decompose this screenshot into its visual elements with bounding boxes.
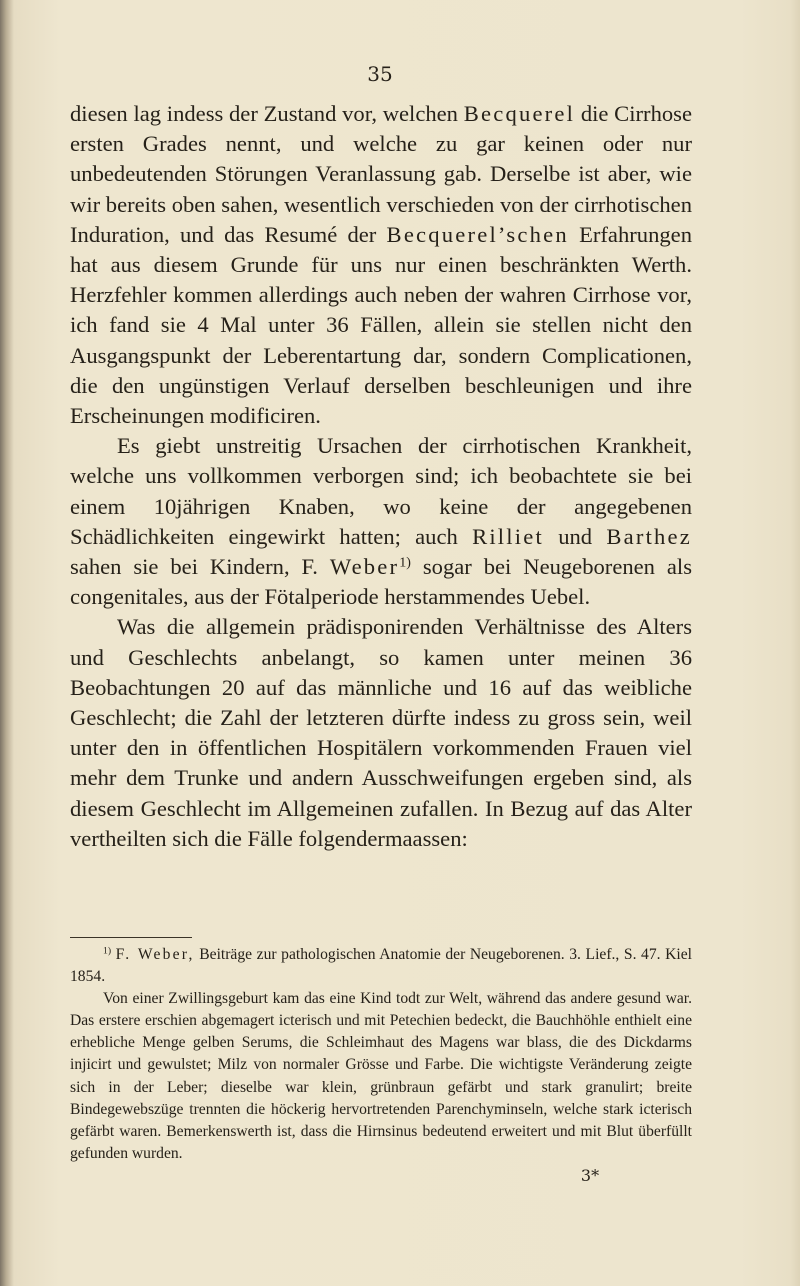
text-run: die Cirrhose ersten Grades nennt, und welche zu gar keinen oder nur unbedeutenden Störungen Veranlassung gab. Derselbe ist aber, wie wir bereits oben sahen, wesentlich verschieden von der cirrhotischen Induration, und das Resumé der: [70, 101, 692, 247]
author-name: Rilliet: [472, 523, 544, 549]
footnote-text: Von einer Zwillingsgeburt kam das eine Kind todt zur Welt, während das andere gesund war. Das erstere erschien abgemagert icterisch und mit Petechien bedeckt, die Bauchhöhle enthielt eine erhebliche Menge gelben Serums, die Schleimhaut des Magens war blass, die des Dickdarms injicirt und gewulstet; Milz von normaler Grösse und Farbe. Die wichtigste Veränderung zeigte sich in der Leber; dieselbe war klein, grünbraun gefärbt und stark granulirt; breite Bindegewebszüge trennten die höckerig hervortretenden Parenchyminseln, welche stark icterisch gefärbt waren. Bemerkenswerth ist, dass die Hirnsinus bedeutend erweitert und mit Blut überfüllt gefunden wurden.: [70, 990, 692, 1162]
footnote-divider: [70, 937, 192, 938]
footnote-citation: [70, 944, 692, 988]
text-run: diesen lag indess der Zustand vor, welchen: [70, 101, 464, 126]
text-run: Erfahrungen hat aus diesem Grunde für uns nur einen beschränkten Werth. Herzfehler kommen allerdings auch neben der wahren Cirrhose vor, ich fand sie 4 Mal unter 36 Fällen, allein sie stellen nicht den Ausgangspunkt der Leberentartung dar, sondern Complicationen, die den ungünstigen Verlauf derselben beschleunigen und ihre Erscheinungen modificiren.: [70, 221, 692, 429]
text-run: Beiträge zur pathologischen Anatomie der Neugeborenen. 3. Lief., S. 47. Kiel 1854.: [70, 946, 692, 986]
body-text: [70, 99, 692, 854]
paragraph-2: [70, 431, 692, 612]
text-run: und: [543, 523, 607, 549]
footnotes: [70, 944, 692, 1165]
author-name: Weber: [329, 554, 400, 580]
footnote-marker: 1): [103, 945, 112, 957]
author-name: Becquerel: [463, 101, 576, 126]
page-number: 35: [367, 62, 393, 86]
paragraph-3: Was die allgemein prädisponirenden Verhältnisse des Alters und Geschlechts anbelangt, so kamen unter meinen 36 Beobachtungen 20 auf das männliche und 16 auf das weibliche Geschlecht; die Zahl der letzteren dürfte indess zu gross sein, weil unter den in öffentlichen Hospitälern vorkommenden Frauen viel mehr dem Trunke und andern Ausschweifungen ergeben sind, als diesem Geschlecht im Allgemeinen zufallen. In Bezug auf das Alter vertheilten sich die Fälle folgendermaassen:: [70, 614, 692, 851]
text-run: sahen sie bei Kindern, F.: [70, 554, 330, 580]
author-name: Becquerel’schen: [386, 221, 569, 247]
footnote-author: F. Weber,: [115, 946, 195, 963]
author-name: Barthez: [606, 523, 692, 549]
paragraph-1: [70, 99, 692, 431]
text-run: Es giebt unstreitig Ursachen der cirrhotischen Krankheit, welche uns vollkommen verborgen sind; ich beobachtete sie bei einem 10jährigen Knaben, wo keine der angegebenen Schädlichkeiten eingewirkt hatten; auch: [70, 433, 692, 549]
signature-mark: 3*: [580, 1166, 600, 1185]
text-run: sogar bei Neugeborenen als congenitales, aus der Fötalperiode herstammendes Uebel.: [70, 554, 693, 610]
footnote-reference[interactable]: 1): [399, 555, 411, 571]
